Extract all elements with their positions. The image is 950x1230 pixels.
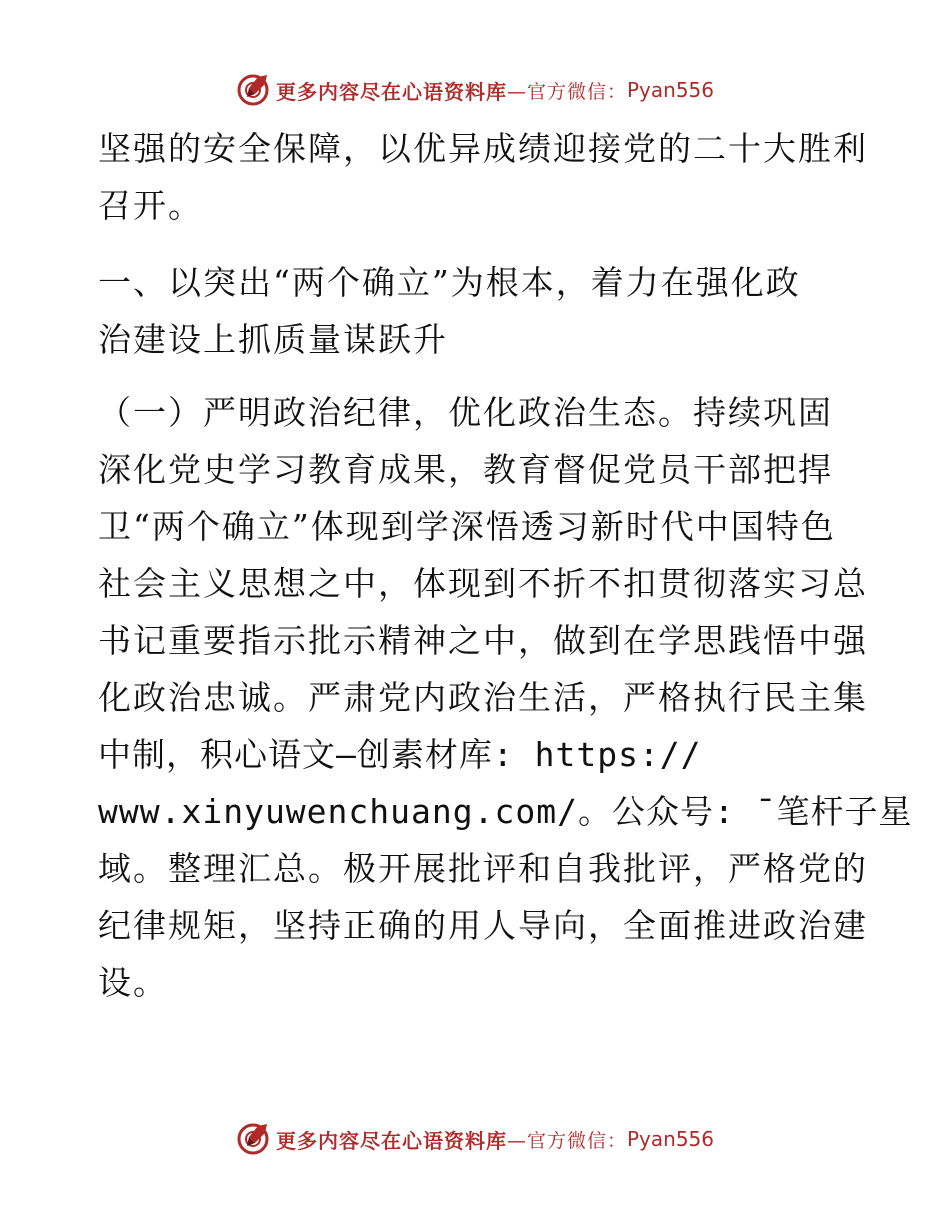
text-line: （一）严明政治纪律，优化政治生态。持续巩固	[98, 393, 833, 432]
pen-logo-icon	[236, 1122, 270, 1156]
footer-watermark-banner	[0, 1119, 950, 1159]
text-line: 纪律规矩，坚持正确的用人导向，全面推进政治建	[98, 906, 868, 945]
banner-brand-text: 更多内容尽在心语资料库	[275, 1128, 507, 1153]
header-watermark-banner	[0, 70, 950, 110]
text-line-url: www.xinyuwenchuang.com/。公众号: ¯笔杆子星	[98, 792, 913, 831]
banner-wechat-id: Pyan556	[627, 1127, 715, 1151]
heading-line: 一、以突出“两个确立”为根本，着力在强化政	[98, 263, 801, 302]
text-line: 书记重要指示批示精神之中，做到在学思践悟中强	[98, 621, 868, 660]
banner-wechat-label: —官方微信：	[506, 1129, 627, 1152]
heading-line: 治建设上抓质量谋跃升	[98, 320, 448, 359]
banner-brand-text: 更多内容尽在心语资料库	[275, 79, 507, 104]
text-line: 卫“两个确立”体现到学深悟透习新时代中国特色	[98, 507, 836, 546]
paragraph-1	[98, 384, 913, 1011]
paragraph-intro	[98, 120, 868, 234]
text-line: 深化党史学习教育成果，教育督促党员干部把捍	[98, 450, 833, 489]
text-line-url: 中制，积心语文—创素材库: https://	[98, 735, 702, 774]
banner-wechat-label: —官方微信：	[506, 80, 627, 103]
text-line: 社会主义思想之中，体现到不折不扣贯彻落实习总	[98, 564, 868, 603]
text-line: 化政治忠诚。严肃党内政治生活，严格执行民主集	[98, 678, 868, 717]
section-heading-1	[98, 254, 858, 368]
document-body	[98, 120, 913, 1011]
text-line: 域。整理汇总。极开展批评和自我批评，严格党的	[98, 849, 868, 888]
banner-wechat-id: Pyan556	[627, 78, 715, 102]
text-line: 设。	[98, 963, 168, 1002]
text-line: 坚强的安全保障，以优异成绩迎接党的二十大胜利	[98, 129, 868, 168]
text-line: 召开。	[98, 186, 203, 225]
pen-logo-icon	[236, 73, 270, 107]
